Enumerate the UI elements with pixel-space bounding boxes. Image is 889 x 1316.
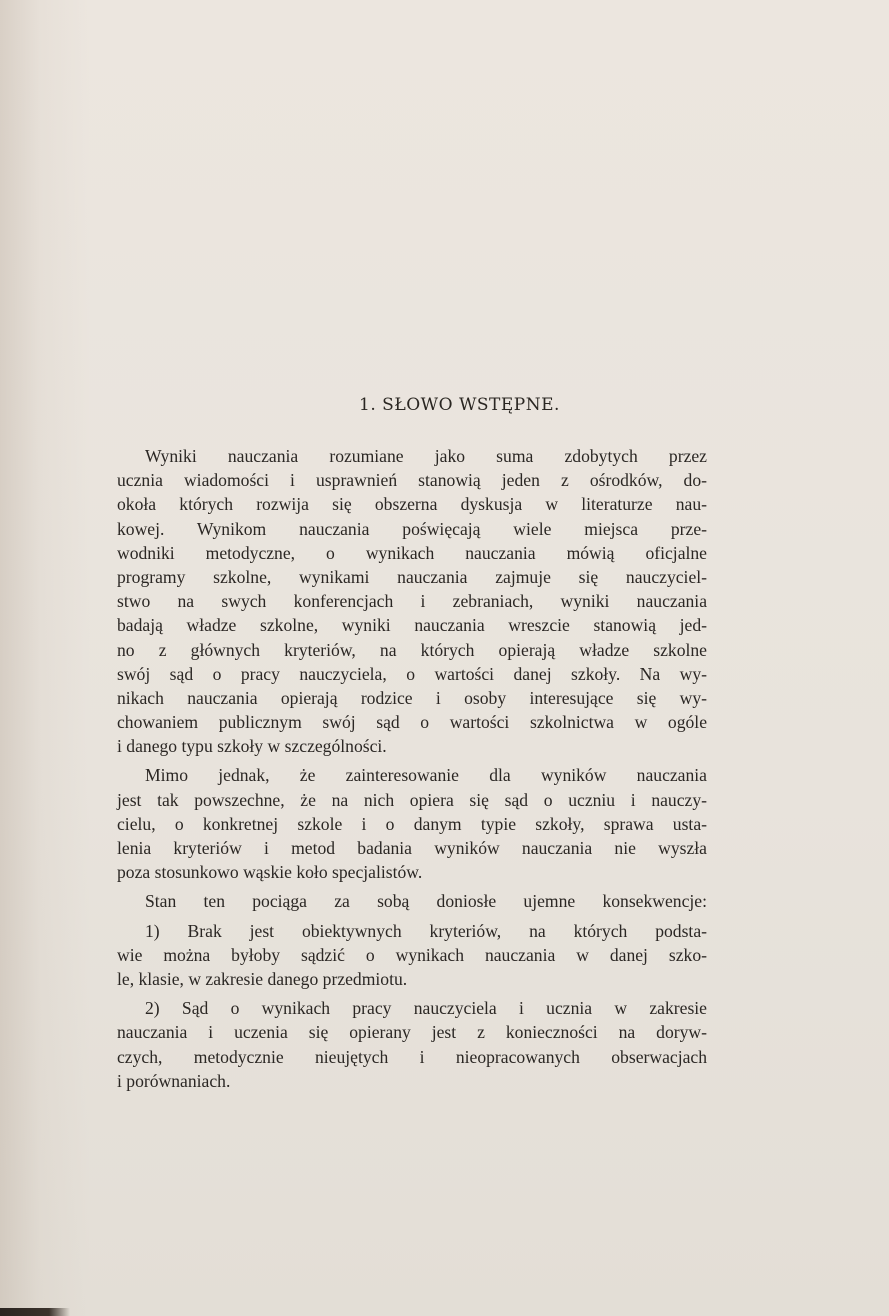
text-line: poza stosunkowo wąskie koło specjalistów. (117, 862, 423, 883)
text-line: chowaniem publicznym swój sąd o wartości szkolnictwa w ogóle (117, 712, 707, 733)
text-line: nauczania i uczenia się opierany jest z konieczności na doryw- (117, 1022, 707, 1043)
text-line: swój sąd o pracy nauczyciela, o wartości danej szkoły. Na wy- (117, 663, 707, 684)
text-line: badają władze szkolne, wyniki nauczania wreszcie stanowią jed- (117, 615, 707, 636)
text-line: wie można byłoby sądzić o wynikach nauczania w danej szko- (117, 944, 707, 965)
text-line: kowej. Wynikom nauczania poświęcają wiele miejsca prze- (117, 518, 707, 539)
scan-shadow (0, 1308, 70, 1316)
text-line: lenia kryteriów i metod badania wyników nauczania nie wyszła (117, 838, 707, 858)
text-line: jest tak powszechne, że na nich opiera się sąd o uczniu i nauczy- (117, 789, 707, 810)
text-line: programy szkolne, wynikami nauczania zajmuje się nauczyciel- (117, 566, 707, 587)
text-line: Stan ten pociąga za sobą doniosłe ujemne konsekwencje: (145, 891, 707, 912)
text-line: i danego typu szkoły w szczególności. (117, 736, 387, 757)
text-line: Mimo jednak, że zainteresowanie dla wyników nauczania (145, 765, 707, 786)
text-line: Wyniki nauczania rozumiane jako suma zdobytych przez (145, 446, 707, 466)
text-line: 1) Brak jest obiektywnych kryteriów, na których podsta- (145, 920, 707, 941)
text-line: cielu, o konkretnej szkole i o danym typie szkoły, sprawa usta- (117, 813, 707, 834)
text-line: 2) Sąd o wynikach pracy nauczyciela i ucznia w zakresie (145, 998, 707, 1019)
text-line: no z głównych kryteriów, na których opierają władze szkolne (117, 639, 707, 660)
list-item-1 (117, 919, 707, 992)
text-line: ucznia wiadomości i usprawnień stanowią jeden z ośrodków, do- (117, 470, 707, 491)
text-line: i porównaniach. (117, 1070, 231, 1091)
paragraph-intro (117, 444, 707, 758)
paragraph-consequences (117, 889, 707, 913)
text-line: okoła których rozwija się obszerna dyskusja w literaturze nau- (117, 494, 707, 515)
text-line: le, klasie, w zakresie danego przedmiotu. (117, 968, 408, 989)
text-line: wodniki metodyczne, o wynikach nauczania mówią oficjalne (117, 542, 707, 563)
body-text (117, 444, 707, 1093)
text-line: nikach nauczania opierają rodzice i osoby interesujące się wy- (117, 687, 707, 708)
paragraph-interest (117, 763, 707, 884)
list-item-2 (117, 996, 707, 1093)
text-line: czych, metodycznie nieujętych i nieopracowanych obserwacjach (117, 1046, 707, 1067)
text-line: stwo na swych konferencjach i zebraniach, wyniki nauczania (117, 591, 707, 612)
chapter-title: 1. SŁOWO WSTĘPNE. (359, 395, 560, 415)
